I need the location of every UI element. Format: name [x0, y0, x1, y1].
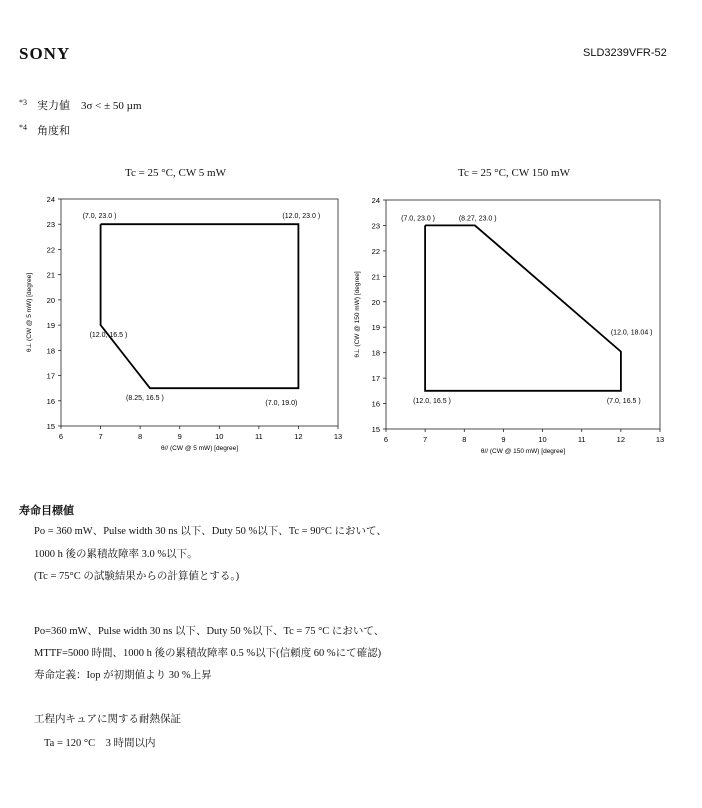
note-mark: *3 [19, 98, 27, 107]
lifetime-line-3: (Tc = 75°C の試験結果からの計算値とする。) [34, 571, 240, 582]
lifetime-line-8: Ta = 120 °C 3 時間以内 [44, 738, 156, 749]
x-tick-label: 12 [616, 435, 626, 444]
sony-logo: SONY [19, 44, 71, 63]
lifetime-line-4: Po=360 mW、Pulse width 30 ns 以下、Duty 50 %以下、Tc = 75 °C において、 [34, 626, 385, 637]
y-tick-label: 20 [46, 295, 55, 305]
x-tick-label: 6 [383, 435, 389, 444]
vertex-label: (7.0, 23.0 ) [82, 213, 117, 221]
x-tick-label: 13 [655, 435, 665, 444]
x-tick-label: 9 [177, 432, 182, 441]
x-axis-title: θ// (CW @ 5 mW) [degree] [160, 445, 239, 452]
x-tick-label: 7 [98, 432, 103, 441]
y-tick-label: 22 [46, 245, 55, 255]
plot-frame [61, 199, 338, 426]
chart-1-title: Tc = 25 °C, CW 5 mW [125, 167, 226, 179]
chart-150mw [348, 188, 688, 463]
lifetime-line-2: 1000 h 後の累積故障率 3.0 %以下。 [34, 549, 198, 560]
x-tick-label: 7 [423, 435, 428, 444]
y-tick-label: 18 [46, 346, 55, 356]
y-tick-label: 22 [371, 246, 380, 256]
vertex-label: (12.0, 23.0 ) [282, 213, 321, 221]
y-tick-label: 21 [46, 270, 55, 280]
x-tick-label: 8 [138, 432, 143, 441]
x-tick-label: 9 [501, 435, 506, 444]
vertex-label: (8.25, 16.5 ) [126, 395, 164, 403]
y-tick-label: 18 [371, 348, 380, 358]
x-tick-label: 12 [294, 432, 303, 441]
vertex-label: (7.0, 23.0 ) [401, 215, 436, 223]
lifetime-line-7: 工程内キュアに関する耐熱保証 [34, 714, 181, 725]
vertex-label: (7.0, 19.0) [265, 400, 298, 408]
vertex-label: (7.0, 16.5 ) [606, 397, 641, 405]
y-tick-label: 19 [371, 323, 380, 333]
lifetime-title: 寿命目標値 [19, 505, 74, 517]
part-number: SLD3239VFR-52 [583, 47, 667, 59]
y-tick-label: 16 [46, 396, 55, 406]
lifetime-line-6: 寿命定義：Iop が初期値より 30 %上昇 [34, 670, 212, 681]
note-4 [19, 122, 70, 138]
plot-frame [386, 200, 660, 429]
note-text: 角度和 [37, 125, 70, 137]
note-mark: *4 [19, 123, 27, 132]
boundary-line [101, 224, 299, 388]
y-tick-label: 24 [46, 195, 55, 204]
y-tick-label: 16 [371, 399, 380, 409]
x-tick-label: 13 [333, 432, 343, 441]
y-tick-label: 23 [371, 221, 380, 231]
lifetime-line-1: Po = 360 mW、Pulse width 30 ns 以下、Duty 50 %以下、Tc = 90°C において、 [34, 526, 387, 537]
y-tick-label: 17 [46, 371, 55, 381]
x-tick-label: 10 [215, 432, 224, 441]
note-3 [19, 97, 142, 113]
note-text: 実力値 3σ < ± 50 µm [37, 100, 142, 112]
x-tick-label: 8 [462, 435, 467, 444]
chart-2-title: Tc = 25 °C, CW 150 mW [458, 167, 570, 179]
boundary-line [425, 225, 621, 390]
y-tick-label: 21 [371, 272, 380, 282]
x-tick-label: 11 [254, 432, 263, 441]
y-tick-label: 15 [46, 422, 55, 431]
y-axis-title: θ⊥ (CW @ 5 mW) [degree] [26, 272, 33, 353]
vertex-label: (12.0, 16.5 ) [89, 332, 128, 340]
x-axis-title: θ// (CW @ 150 mW) [degree] [480, 448, 566, 455]
y-tick-label: 20 [371, 297, 380, 307]
y-tick-label: 15 [371, 425, 380, 434]
chart-5mw [20, 188, 350, 460]
y-axis-title: θ⊥ (CW @ 150 mW) [degree] [354, 271, 361, 358]
vertex-label: (8.27, 23.0 ) [458, 215, 497, 223]
y-tick-label: 23 [46, 220, 55, 230]
x-tick-label: 6 [58, 432, 64, 441]
y-tick-label: 24 [371, 196, 380, 205]
lifetime-line-5: MTTF=5000 時間、1000 h 後の累積故障率 0.5 %以下(信頼度 60 %にて確認) [34, 648, 382, 659]
x-tick-label: 10 [538, 435, 547, 444]
vertex-label: (12.0, 16.5 ) [413, 397, 451, 405]
y-tick-label: 17 [371, 374, 380, 384]
y-tick-label: 19 [46, 321, 55, 331]
x-tick-label: 11 [577, 435, 586, 444]
vertex-label: (12.0, 18.04 ) [610, 329, 653, 337]
